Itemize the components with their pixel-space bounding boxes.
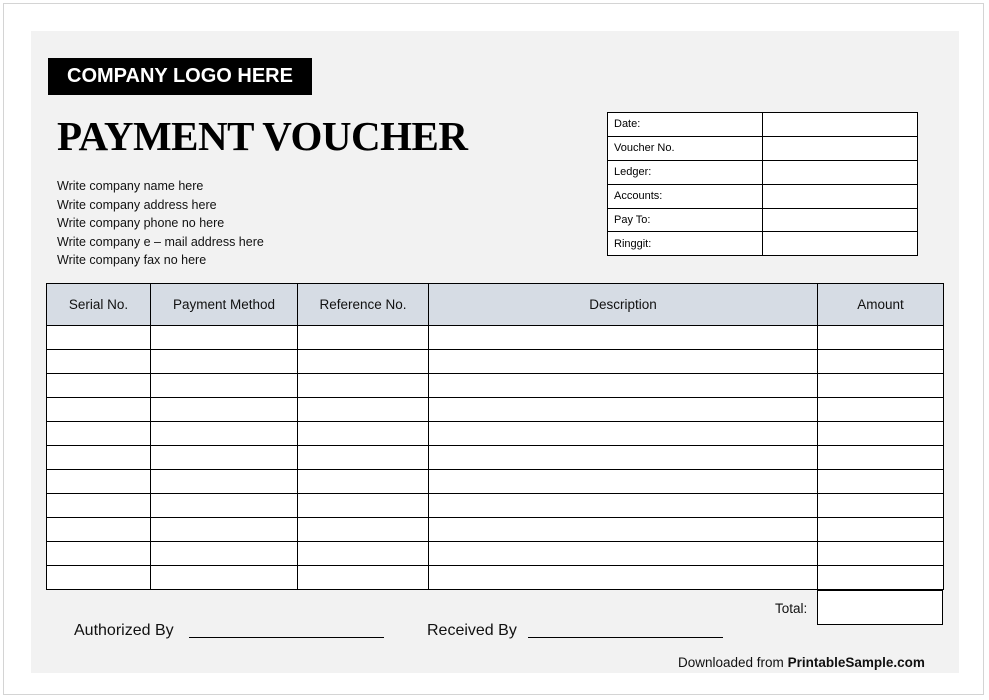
table-row xyxy=(47,566,944,590)
serial-no-cell[interactable] xyxy=(47,494,151,518)
header-amount: Amount xyxy=(818,284,944,326)
reference-no-cell[interactable] xyxy=(298,494,429,518)
payment-method-cell[interactable] xyxy=(151,326,298,350)
reference-no-cell[interactable] xyxy=(298,566,429,590)
ringgit-field[interactable] xyxy=(763,232,918,256)
payment-method-cell[interactable] xyxy=(151,374,298,398)
payment-method-cell[interactable] xyxy=(151,422,298,446)
total-field[interactable] xyxy=(817,590,943,625)
company-address-line: Write company address here xyxy=(57,197,217,212)
reference-no-cell[interactable] xyxy=(298,446,429,470)
table-row xyxy=(47,518,944,542)
payment-method-cell[interactable] xyxy=(151,494,298,518)
amount-cell[interactable] xyxy=(818,350,944,374)
description-cell[interactable] xyxy=(429,566,818,590)
header-description: Description xyxy=(429,284,818,326)
company-phone-line: Write company phone no here xyxy=(57,216,225,231)
serial-no-cell[interactable] xyxy=(47,518,151,542)
serial-no-cell[interactable] xyxy=(47,542,151,566)
serial-no-cell[interactable] xyxy=(47,566,151,590)
reference-no-cell[interactable] xyxy=(298,326,429,350)
received-by-label: Received By xyxy=(427,622,517,639)
ledger-label: Ledger: xyxy=(608,160,763,184)
info-row-voucher-no xyxy=(608,136,918,160)
amount-cell[interactable] xyxy=(818,518,944,542)
description-cell[interactable] xyxy=(429,494,818,518)
amount-cell[interactable] xyxy=(818,470,944,494)
voucher-no-field[interactable] xyxy=(763,136,918,160)
reference-no-cell[interactable] xyxy=(298,398,429,422)
footer-credit xyxy=(678,655,925,670)
info-row-accounts xyxy=(608,184,918,208)
amount-cell[interactable] xyxy=(818,422,944,446)
amount-cell[interactable] xyxy=(818,542,944,566)
accounts-label: Accounts: xyxy=(608,184,763,208)
table-body xyxy=(47,326,944,590)
company-fax-line: Write company fax no here xyxy=(57,253,207,268)
footer-prefix: Downloaded from xyxy=(678,655,788,670)
serial-no-cell[interactable] xyxy=(47,422,151,446)
accounts-field[interactable] xyxy=(763,184,918,208)
description-cell[interactable] xyxy=(429,542,818,566)
description-cell[interactable] xyxy=(429,446,818,470)
amount-cell[interactable] xyxy=(818,374,944,398)
description-cell[interactable] xyxy=(429,374,818,398)
authorized-by-label: Authorized By xyxy=(74,622,174,639)
authorized-by-signature-line[interactable] xyxy=(189,637,384,638)
description-cell[interactable] xyxy=(429,326,818,350)
reference-no-cell[interactable] xyxy=(298,518,429,542)
voucher-title: PAYMENT VOUCHER xyxy=(57,113,468,159)
description-cell[interactable] xyxy=(429,518,818,542)
reference-no-cell[interactable] xyxy=(298,374,429,398)
company-name-line: Write company name here xyxy=(57,179,204,193)
table-row xyxy=(47,350,944,374)
ringgit-label: Ringgit: xyxy=(608,232,763,256)
description-cell[interactable] xyxy=(429,398,818,422)
description-cell[interactable] xyxy=(429,470,818,494)
reference-no-cell[interactable] xyxy=(298,422,429,446)
serial-no-cell[interactable] xyxy=(47,446,151,470)
company-logo-placeholder: COMPANY LOGO HERE xyxy=(48,58,312,95)
amount-cell[interactable] xyxy=(818,326,944,350)
footer-site-link[interactable]: PrintableSample.com xyxy=(787,655,925,670)
company-email-line: Write company e – mail address here xyxy=(57,234,264,249)
header-reference-no: Reference No. xyxy=(298,284,429,326)
payment-method-cell[interactable] xyxy=(151,566,298,590)
table-row xyxy=(47,398,944,422)
amount-cell[interactable] xyxy=(818,566,944,590)
company-details xyxy=(57,177,264,270)
serial-no-cell[interactable] xyxy=(47,326,151,350)
serial-no-cell[interactable] xyxy=(47,470,151,494)
date-label: Date: xyxy=(608,113,763,137)
info-row-date xyxy=(608,113,918,137)
payment-method-cell[interactable] xyxy=(151,542,298,566)
table-row xyxy=(47,494,944,518)
header-serial-no: Serial No. xyxy=(47,284,151,326)
reference-no-cell[interactable] xyxy=(298,542,429,566)
table-header-row xyxy=(47,284,944,326)
description-cell[interactable] xyxy=(429,350,818,374)
amount-cell[interactable] xyxy=(818,398,944,422)
payment-method-cell[interactable] xyxy=(151,518,298,542)
info-row-ringgit xyxy=(608,232,918,256)
ledger-field[interactable] xyxy=(763,160,918,184)
info-row-ledger xyxy=(608,160,918,184)
voucher-info-table xyxy=(607,112,918,256)
payment-method-cell[interactable] xyxy=(151,350,298,374)
serial-no-cell[interactable] xyxy=(47,350,151,374)
table-row xyxy=(47,326,944,350)
table-row xyxy=(47,542,944,566)
payment-items-table xyxy=(46,283,944,590)
payment-method-cell[interactable] xyxy=(151,470,298,494)
reference-no-cell[interactable] xyxy=(298,350,429,374)
received-by-signature-line[interactable] xyxy=(528,637,723,638)
table-row xyxy=(47,374,944,398)
payment-method-cell[interactable] xyxy=(151,446,298,470)
pay-to-field[interactable] xyxy=(763,208,918,232)
table-row xyxy=(47,422,944,446)
payment-method-cell[interactable] xyxy=(151,398,298,422)
table-row xyxy=(47,446,944,470)
reference-no-cell[interactable] xyxy=(298,470,429,494)
date-field[interactable] xyxy=(763,113,918,137)
serial-no-cell[interactable] xyxy=(47,374,151,398)
voucher-no-label: Voucher No. xyxy=(608,136,763,160)
amount-cell[interactable] xyxy=(818,446,944,470)
amount-cell[interactable] xyxy=(818,494,944,518)
table-row xyxy=(47,470,944,494)
header-payment-method: Payment Method xyxy=(151,284,298,326)
info-row-pay-to xyxy=(608,208,918,232)
total-label: Total: xyxy=(775,601,808,616)
pay-to-label: Pay To: xyxy=(608,208,763,232)
serial-no-cell[interactable] xyxy=(47,398,151,422)
description-cell[interactable] xyxy=(429,422,818,446)
